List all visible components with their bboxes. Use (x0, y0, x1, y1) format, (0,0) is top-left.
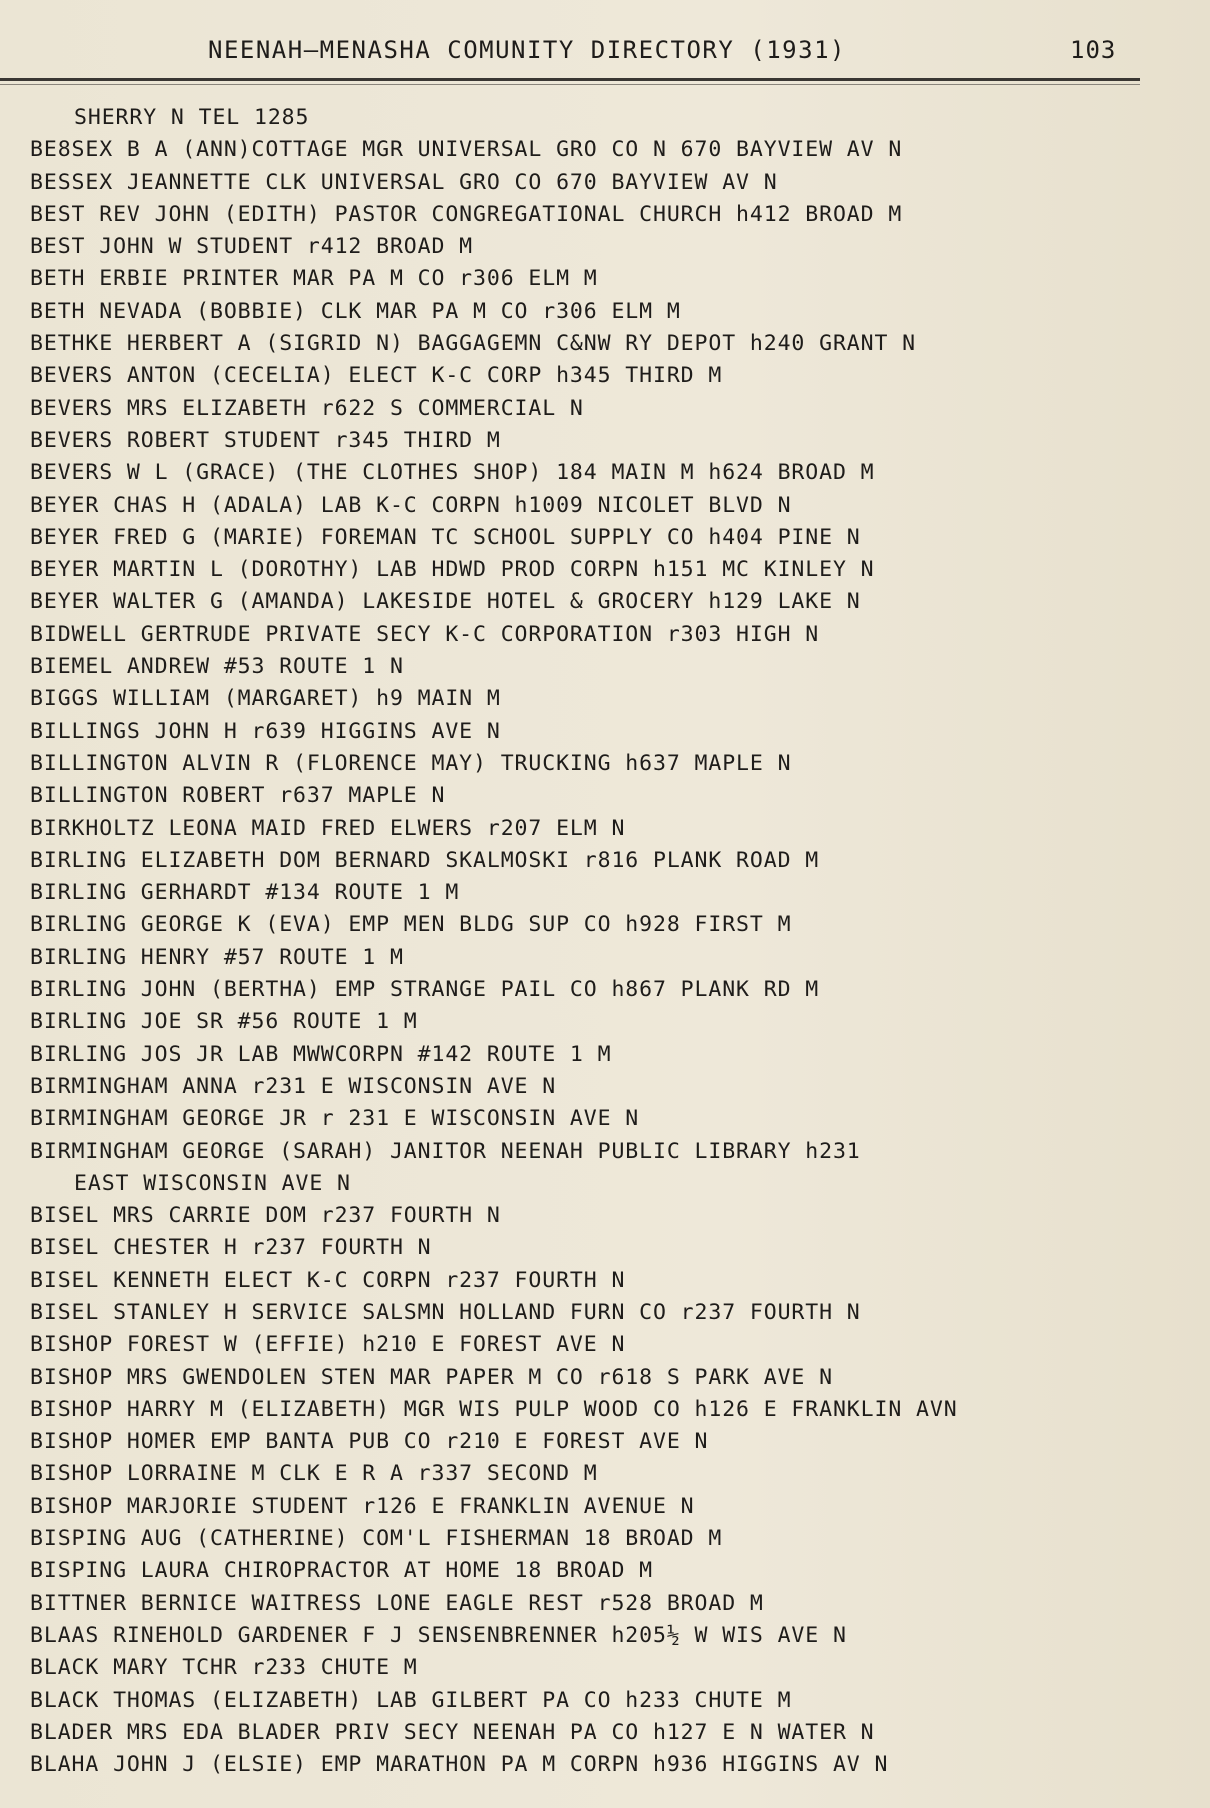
directory-entry: BISEL MRS CARRIE DOM r237 FOURTH N (30, 1203, 501, 1229)
directory-entry: BLAHA JOHN J (ELSIE) EMP MARATHON PA M CORPN h936 HIGGINS AV N (30, 1752, 889, 1778)
directory-entry: BEYER WALTER G (AMANDA) LAKESIDE HOTEL & GROCERY h129 LAKE N (30, 589, 861, 615)
directory-entry: EAST WISCONSIN AVE N (74, 1170, 351, 1196)
directory-entry: BEYER FRED G (MARIE) FOREMAN TC SCHOOL SUPPLY CO h404 PINE N (30, 524, 861, 550)
page-title: NEENAH–MENASHA COMUNITY DIRECTORY (1931) (208, 36, 846, 64)
directory-entry: BEYER MARTIN L (DOROTHY) LAB HDWD PROD CORPN h151 MC KINLEY N (30, 557, 875, 583)
directory-entry: BILLINGS JOHN H r639 HIGGINS AVE N (30, 718, 501, 744)
directory-entry: BILLINGTON ROBERT r637 MAPLE N (30, 783, 446, 809)
directory-entry: BIRLING JOS JR LAB MWWCORPN #142 ROUTE 1 M (30, 1041, 612, 1067)
directory-entry: BIRLING ELIZABETH DOM BERNARD SKALMOSKI r816 PLANK ROAD M (30, 847, 820, 873)
directory-entry: BLADER MRS EDA BLADER PRIV SECY NEENAH PA CO h127 E N WATER N (30, 1719, 875, 1745)
directory-entry: BLAAS RINEHOLD GARDENER F J SENSENBRENNER h205½ W WIS AVE N (30, 1622, 847, 1648)
directory-entry: BIRLING GERHARDT #134 ROUTE 1 M (30, 880, 460, 906)
directory-entry: BISHOP MARJORIE STUDENT r126 E FRANKLIN AVENUE N (30, 1493, 695, 1519)
directory-entry: BEST REV JOHN (EDITH) PASTOR CONGREGATIONAL CHURCH h412 BROAD M (30, 201, 903, 227)
directory-entry: BISHOP LORRAINE M CLK E R A r337 SECOND M (30, 1461, 598, 1487)
directory-entry: BETHKE HERBERT A (SIGRID N) BAGGAGEMN C&NW RY DEPOT h240 GRANT N (30, 331, 917, 357)
header-rule-thin (0, 84, 1140, 85)
directory-entry: BE8SEX B A (ANN)COTTAGE MGR UNIVERSAL GRO CO N 670 BAYVIEW AV N (30, 137, 903, 163)
directory-entry: BIRMINGHAM GEORGE JR r 231 E WISCONSIN AVE N (30, 1106, 640, 1132)
directory-entry: BETH NEVADA (BOBBIE) CLK MAR PA M CO r306 ELM M (30, 298, 681, 324)
directory-entry: BLACK MARY TCHR r233 CHUTE M (30, 1655, 418, 1681)
directory-entries (30, 102, 1205, 1781)
directory-entry: BISHOP MRS GWENDOLEN STEN MAR PAPER M CO r618 S PARK AVE N (30, 1364, 833, 1390)
directory-entry: BIRLING GEORGE K (EVA) EMP MEN BLDG SUP CO h928 FIRST M (30, 912, 792, 938)
directory-entry: BEVERS ROBERT STUDENT r345 THIRD M (30, 427, 501, 453)
directory-entry: BESSEX JEANNETTE CLK UNIVERSAL GRO CO 670 BAYVIEW AV N (30, 169, 778, 195)
directory-entry: BIRMINGHAM GEORGE (SARAH) JANITOR NEENAH PUBLIC LIBRARY h231 (30, 1138, 861, 1164)
directory-entry: BIRLING JOE SR #56 ROUTE 1 M (30, 1009, 418, 1035)
directory-entry: BLACK THOMAS (ELIZABETH) LAB GILBERT PA CO h233 CHUTE M (30, 1687, 792, 1713)
directory-entry: BISEL STANLEY H SERVICE SALSMN HOLLAND FURN CO r237 FOURTH N (30, 1299, 861, 1325)
directory-entry: BISHOP HOMER EMP BANTA PUB CO r210 E FOREST AVE N (30, 1429, 709, 1455)
directory-entry: BISEL CHESTER H r237 FOURTH N (30, 1235, 432, 1261)
header-rule (0, 78, 1140, 81)
directory-entry: BITTNER BERNICE WAITRESS LONE EAGLE REST r528 BROAD M (30, 1590, 764, 1616)
directory-entry: BISHOP HARRY M (ELIZABETH) MGR WIS PULP WOOD CO h126 E FRANKLIN AVN (30, 1396, 958, 1422)
directory-entry: BEVERS MRS ELIZABETH r622 S COMMERCIAL N (30, 395, 584, 421)
directory-entry: BIRKHOLTZ LEONA MAID FRED ELWERS r207 ELM N (30, 815, 626, 841)
directory-entry: BISEL KENNETH ELECT K-C CORPN r237 FOURTH N (30, 1267, 626, 1293)
directory-entry: BISHOP FOREST W (EFFIE) h210 E FOREST AVE N (30, 1332, 626, 1358)
page-header (0, 30, 1210, 76)
directory-entry: BILLINGTON ALVIN R (FLORENCE MAY) TRUCKING h637 MAPLE N (30, 750, 792, 776)
directory-entry: BETH ERBIE PRINTER MAR PA M CO r306 ELM M (30, 266, 598, 292)
directory-entry: BEST JOHN W STUDENT r412 BROAD M (30, 234, 474, 260)
directory-entry: BEYER CHAS H (ADALA) LAB K-C CORPN h1009 NICOLET BLVD N (30, 492, 792, 518)
directory-entry: BIRLING HENRY #57 ROUTE 1 M (30, 944, 404, 970)
directory-entry: BEVERS W L (GRACE) (THE CLOTHES SHOP) 184 MAIN M h624 BROAD M (30, 460, 875, 486)
directory-entry: BIRLING JOHN (BERTHA) EMP STRANGE PAIL CO h867 PLANK RD M (30, 977, 820, 1003)
directory-entry: BIGGS WILLIAM (MARGARET) h9 MAIN M (30, 686, 501, 712)
directory-entry: BIDWELL GERTRUDE PRIVATE SECY K-C CORPORATION r303 HIGH N (30, 621, 820, 647)
directory-entry: BIRMINGHAM ANNA r231 E WISCONSIN AVE N (30, 1073, 557, 1099)
directory-entry: SHERRY N TEL 1285 (74, 105, 310, 130)
page-number: 103 (1070, 36, 1117, 64)
directory-entry: BEVERS ANTON (CECELIA) ELECT K-C CORP h345 THIRD M (30, 363, 723, 389)
directory-entry: BISPING LAURA CHIROPRACTOR AT HOME 18 BROAD M (30, 1558, 653, 1584)
directory-entry: BIEMEL ANDREW #53 ROUTE 1 N (30, 654, 404, 680)
directory-entry: BISPING AUG (CATHERINE) COM'L FISHERMAN 18 BROAD M (30, 1526, 723, 1552)
